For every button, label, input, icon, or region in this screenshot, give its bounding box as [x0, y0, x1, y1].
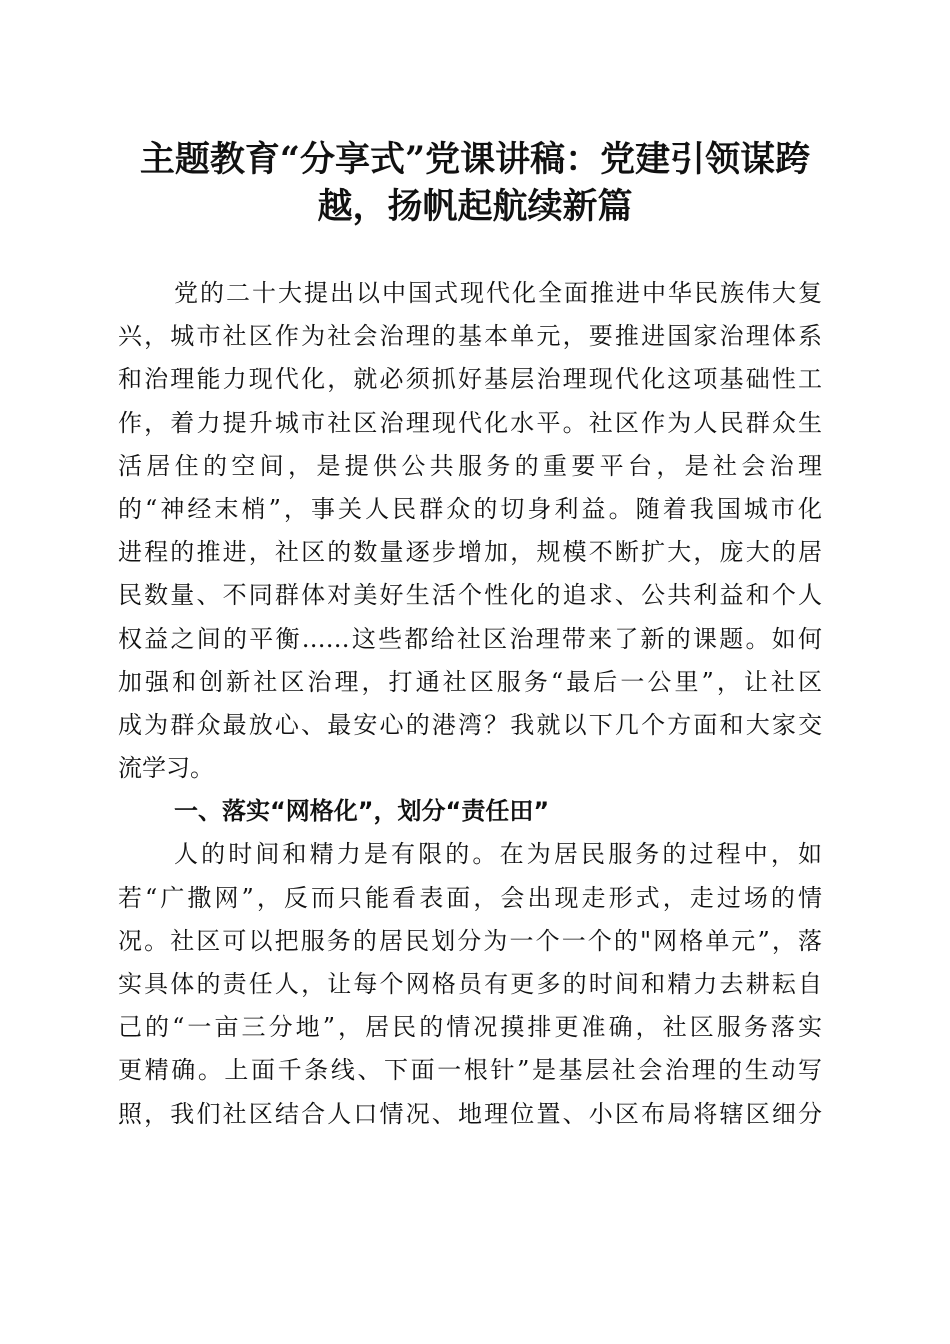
paragraph-intro [118, 272, 822, 790]
text-line: 况。社区可以把服务的居民划分为一个一个的"网格单元”，落 [118, 926, 822, 955]
text-line: 活居住的空间，是提供公共服务的重要平台，是社会治理 [118, 451, 822, 480]
text-line: 照，我们社区结合人口情况、地理位置、小区布局将辖区细分 [118, 1099, 822, 1128]
text-line: 的“神经末梢”，事关人民群众的切身利益。随着我国城市化 [118, 494, 822, 523]
text-line: 民数量、不同群体对美好生活个性化的追求、公共利益和个人 [118, 581, 822, 610]
text-line: 若“广撒网”，反而只能看表面，会出现走形式，走过场的情 [118, 883, 822, 912]
title-line-1: 主题教育“分享式”党课讲稿：党建引领谋跨 [139, 139, 811, 180]
text-line: 成为群众最放心、最安心的港湾？我就以下几个方面和大家交 [118, 710, 822, 739]
text-line: 实具体的责任人，让每个网格员有更多的时间和精力去耕耘自 [118, 970, 822, 998]
text-line: 加强和创新社区治理，打通社区服务“最后一公里”，让社区 [118, 667, 822, 696]
section-heading: 一、落实“网格化”，划分“责任田” [174, 797, 550, 826]
document-title [100, 136, 850, 230]
text-line: 作，着力提升城市社区治理现代化水平。社区作为人民群众生 [118, 408, 822, 437]
text-line: 人的时间和精力是有限的。在为居民服务的过程中，如 [174, 840, 822, 869]
document-body [118, 272, 822, 1136]
text-line: 更精确。上面千条线、下面一根针”是基层社会治理的生动写 [118, 1056, 822, 1085]
text-line: 权益之间的平衡……这些都给社区治理带来了新的课题。如何 [118, 624, 822, 653]
text-line: 党的二十大提出以中国式现代化全面推进中华民族伟大复 [174, 279, 822, 307]
text-line: 兴，城市社区作为社会治理的基本单元，要推进国家治理体系 [118, 322, 822, 351]
paragraph-section-1 [118, 833, 822, 1135]
text-line: 流学习。 [118, 754, 214, 783]
text-line: 和治理能力现代化，就必须抓好基层治理现代化这项基础性工 [118, 365, 822, 394]
text-line: 己的“一亩三分地”，居民的情况摸排更准确，社区服务落实 [118, 1013, 822, 1042]
text-line: 进程的推进，社区的数量逐步增加，规模不断扩大，庞大的居 [118, 538, 822, 567]
title-line-2: 越，扬帆起航续新篇 [317, 186, 633, 227]
